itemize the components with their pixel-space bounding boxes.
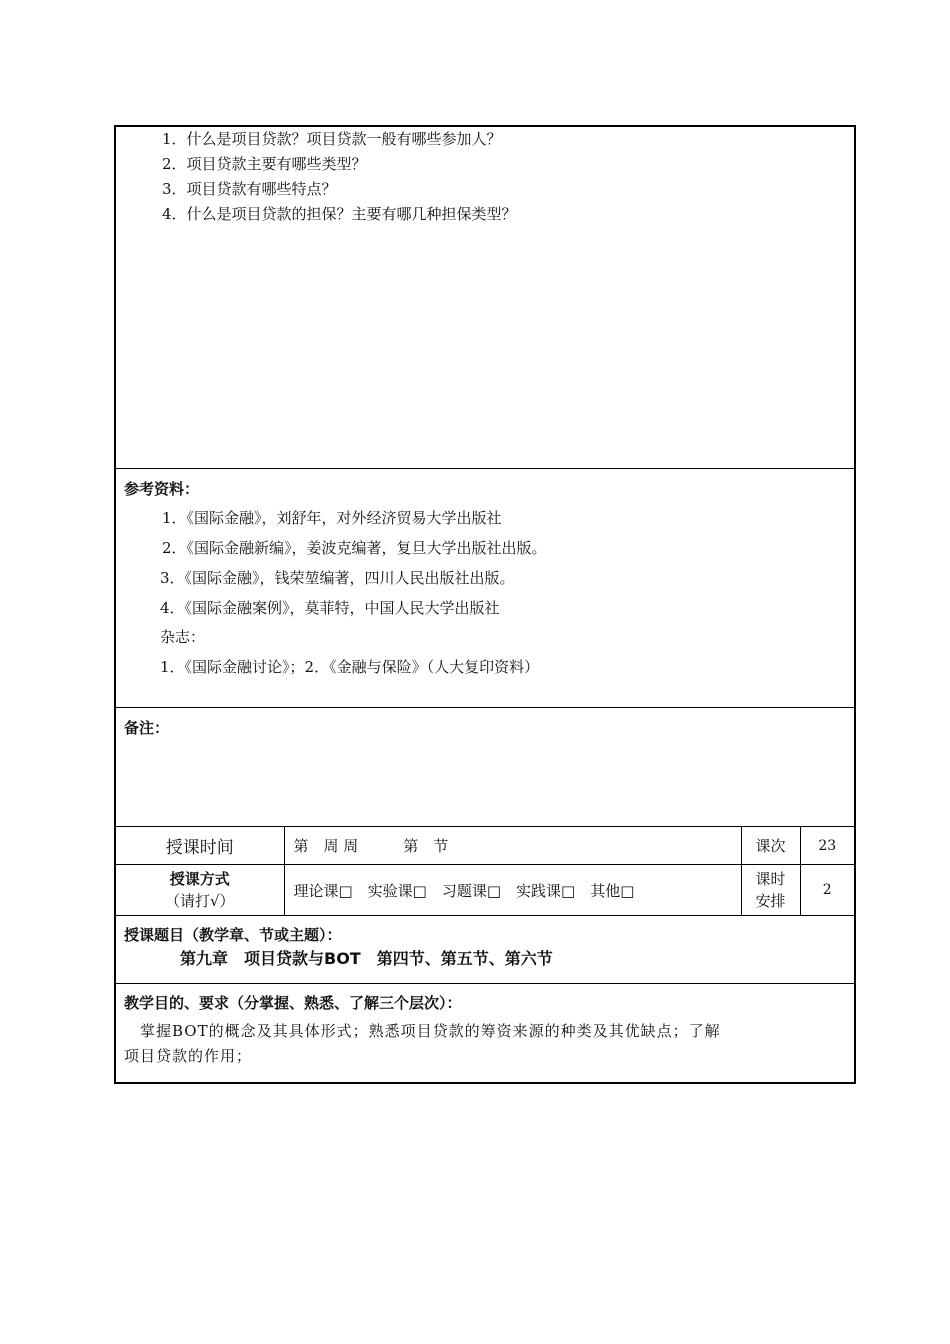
hours-value: 2 bbox=[800, 865, 854, 916]
question-item: 3．项目贷款有哪些特点？ bbox=[162, 180, 337, 198]
reference-item: 3．《国际金融》，钱荣堃编著，四川人民出版社出版。 bbox=[160, 569, 515, 587]
lesson-no-label: 课次 bbox=[741, 827, 800, 865]
reference-item: 2．《国际金融新编》，姜波克编著，复旦大学出版社出版。 bbox=[162, 539, 547, 557]
question-item: 2．项目贷款主要有哪些类型？ bbox=[162, 155, 367, 173]
hours-label-line: 安排 bbox=[755, 892, 786, 910]
question-item: 4．什么是项目贷款的担保？主要有哪几种担保类型？ bbox=[162, 205, 517, 223]
reference-item: 4．《国际金融案例》，莫菲特，中国人民大学出版社 bbox=[160, 599, 500, 617]
remarks-section bbox=[114, 707, 856, 826]
magazine-label: 杂志： bbox=[160, 628, 206, 646]
objectives-line: 掌握BOT的概念及其具体形式；熟悉项目贷款的筹资来源的种类及其优缺点；了解 bbox=[140, 1022, 721, 1040]
topic-heading: 授课题目（教学章、节或主题）： bbox=[124, 926, 342, 944]
lesson-no-value: 23 bbox=[800, 827, 854, 865]
schedule-table bbox=[116, 826, 854, 916]
lesson-plan-page bbox=[114, 125, 856, 1084]
questions-section bbox=[114, 125, 856, 468]
time-label: 授课时间 bbox=[116, 827, 284, 865]
reference-item: 1．《国际金融》，刘舒年，对外经济贸易大学出版社 bbox=[162, 509, 502, 527]
method-label: 授课方式 bbox=[169, 870, 230, 888]
references-heading: 参考资料： bbox=[124, 480, 200, 498]
objectives-line: 项目贷款的作用； bbox=[124, 1047, 253, 1065]
references-section bbox=[114, 468, 856, 707]
method-hint: （请打√） bbox=[164, 892, 235, 910]
remarks-heading: 备注： bbox=[124, 719, 170, 737]
table-row bbox=[116, 827, 854, 865]
hours-label-cell bbox=[741, 865, 800, 916]
hours-label-line: 课时 bbox=[755, 870, 786, 888]
topic-value: 第九章 项目贷款与BOT 第四节、第五节、第六节 bbox=[180, 949, 553, 968]
objectives-section bbox=[114, 983, 856, 1084]
time-value: 第 周 周 第 节 bbox=[284, 827, 741, 865]
table-row bbox=[116, 865, 854, 916]
schedule-section bbox=[114, 826, 856, 916]
magazine-items: 1．《国际金融讨论》；2．《金融与保险》（人大复印资料） bbox=[160, 658, 540, 676]
method-options: 理论课□ 实验课□ 习题课□ 实践课□ 其他□ bbox=[284, 865, 741, 916]
topic-section bbox=[114, 916, 856, 983]
method-cell bbox=[116, 865, 284, 916]
objectives-heading: 教学目的、要求（分掌握、熟悉、了解三个层次）： bbox=[124, 994, 462, 1012]
question-item: 1．什么是项目贷款？项目贷款一般有哪些参加人？ bbox=[162, 130, 502, 148]
